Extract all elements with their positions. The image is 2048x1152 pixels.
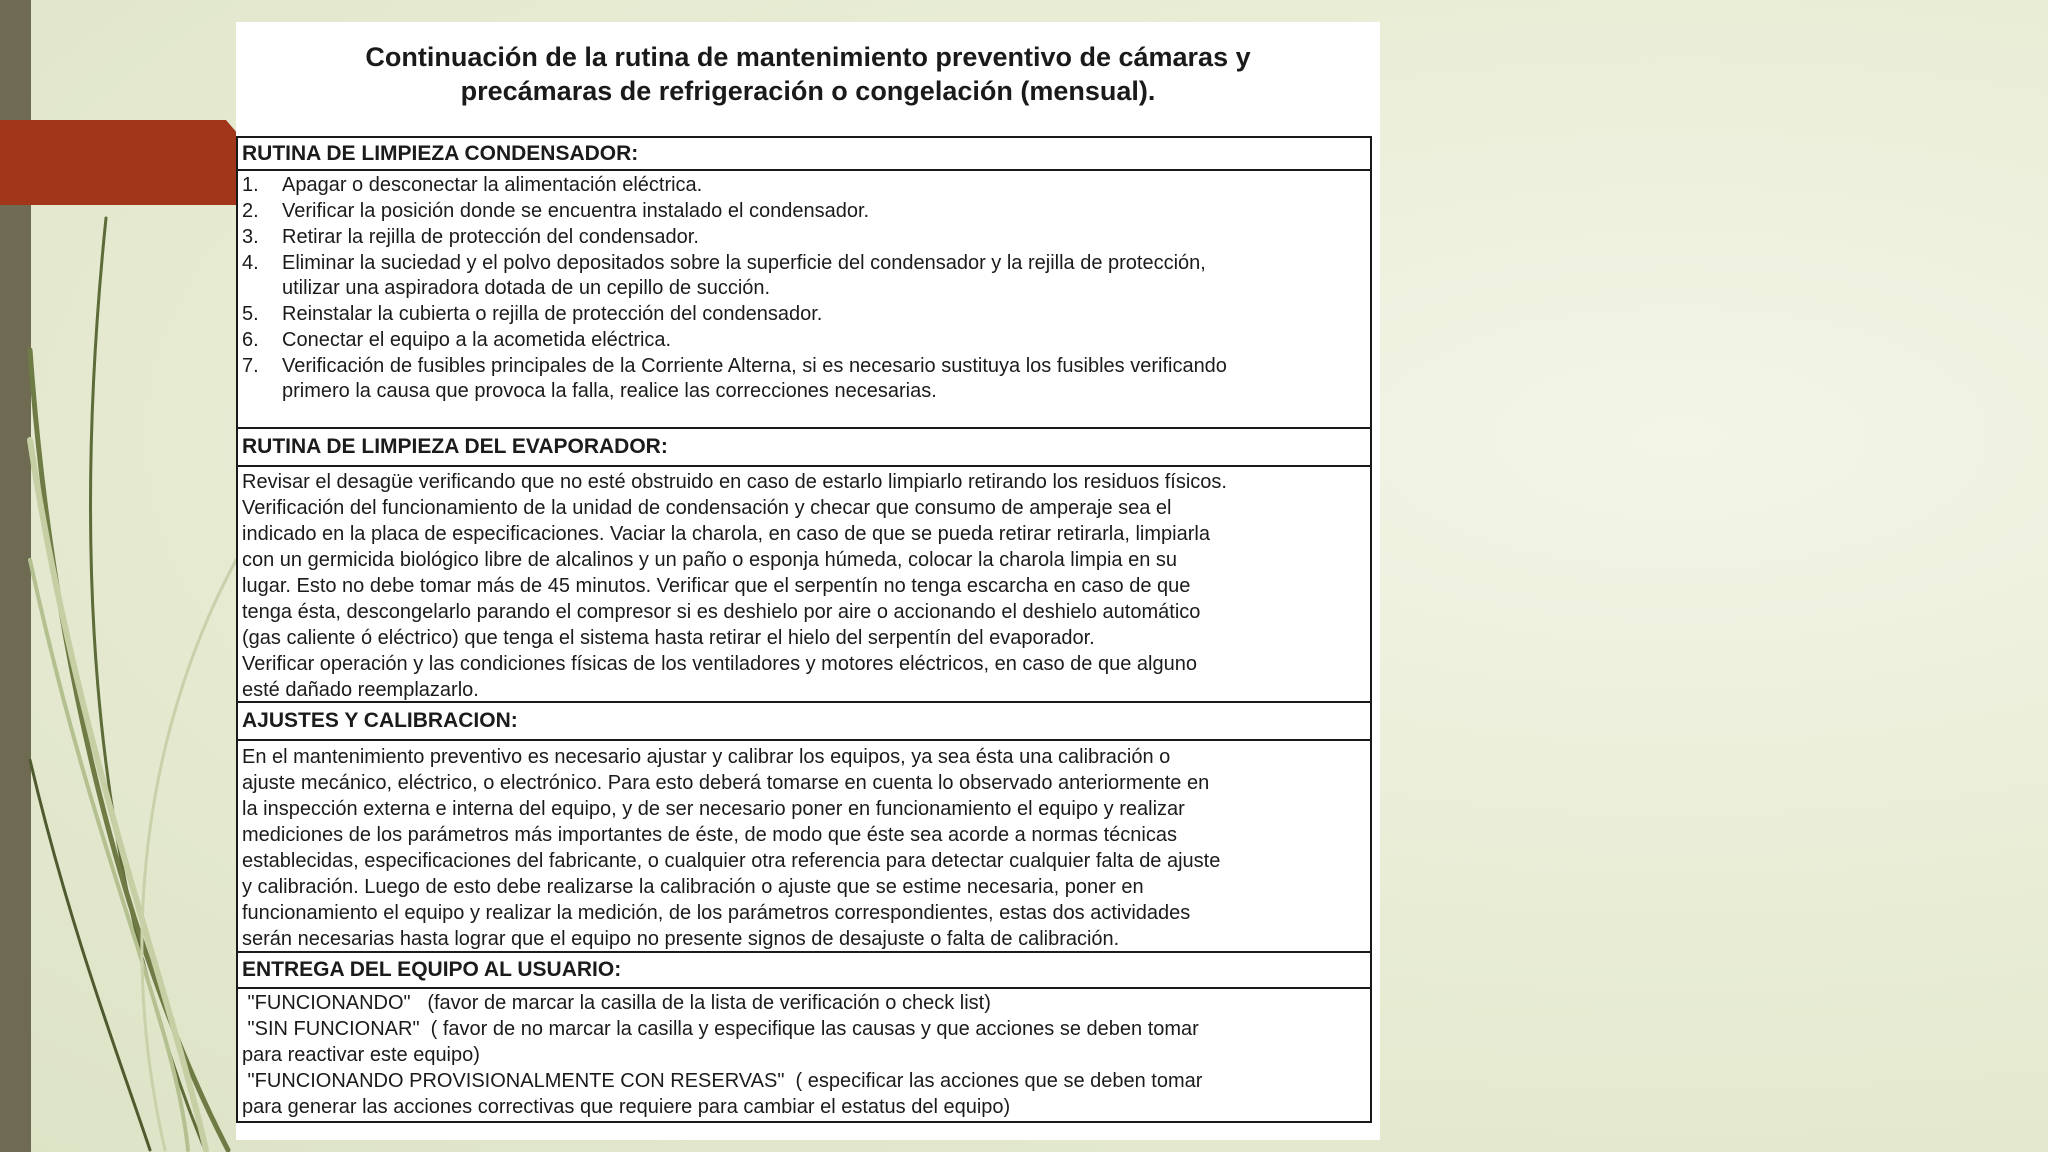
paragraph-line: (gas caliente ó eléctrico) que tenga el sistema hasta retirar el hielo del serpentín del evaporador.	[242, 627, 1095, 649]
paragraph-line: lugar. Esto no debe tomar más de 45 minutos. Verificar que el serpentín no tenga escarcha en caso de que	[242, 575, 1191, 597]
section-body-entrega	[238, 987, 1370, 1121]
list-item	[238, 250, 1370, 301]
paragraph-line: la inspección externa e interna del equipo, y de ser necesario poner en funcionamiento el equipo y realizar	[242, 798, 1185, 820]
paragraph-line: funcionamiento el equipo y realizar la medición, de los parámetros correspondientes, estas dos actividades	[242, 902, 1191, 924]
paragraph-line: serán necesarias hasta lograr que el equipo no presente signos de desajuste o falta de calibración.	[242, 928, 1120, 950]
paragraph-line: indicado en la placa de especificaciones. Vaciar la charola, en caso de que se pueda retirar retirarla, limpiarla	[242, 523, 1210, 545]
red-accent-tab	[0, 120, 238, 205]
status-option-sin-funcionar: "SIN FUNCIONAR" ( favor de no marcar la casilla y especifique las causas y que acciones se deben tomar	[242, 1018, 1199, 1040]
paragraph-line: para reactivar este equipo)	[242, 1044, 480, 1066]
title-line-2: precámaras de refrigeración o congelación (mensual).	[460, 76, 1156, 106]
paragraph-line: mediciones de los parámetros más importantes de éste, de modo que éste sea acorde a normas técnicas	[242, 824, 1177, 846]
item-text: Retirar la rejilla de protección del condensador.	[282, 226, 699, 248]
paragraph-line: tenga ésta, descongelarlo parando el compresor si es deshielo por aire o accionando el deshielo automático	[242, 601, 1201, 623]
section-body-condensador	[238, 169, 1370, 429]
paragraph-line: Verificación del funcionamiento de la unidad de condensación y checar que consumo de amperaje sea el	[242, 497, 1172, 519]
item-number: 7.	[242, 355, 259, 377]
item-number: 3.	[242, 226, 259, 248]
paragraph-line: En el mantenimiento preventivo es necesario ajustar y calibrar los equipos, ya sea ésta una calibración o	[242, 746, 1171, 768]
list-item	[238, 198, 1370, 224]
list-item	[238, 224, 1370, 250]
document-title	[236, 40, 1380, 108]
section-heading-entrega: ENTREGA DEL EQUIPO AL USUARIO:	[242, 958, 622, 981]
item-number: 2.	[242, 200, 259, 222]
section-body-ajustes	[238, 739, 1370, 953]
section-heading-ajustes: AJUSTES Y CALIBRACION:	[242, 709, 518, 732]
section-heading-condensador: RUTINA DE LIMPIEZA CONDENSADOR:	[242, 142, 639, 165]
item-text: Verificación de fusibles principales de la Corriente Alterna, si es necesario sustituya los fusibles verificando	[282, 355, 1227, 377]
paragraph-line: establecidas, especificaciones del fabricante, o cualquier otra referencia para detectar cualquier falta de ajuste	[242, 850, 1221, 872]
title-line-1: Continuación de la rutina de mantenimiento preventivo de cámaras y	[365, 42, 1251, 72]
item-number: 4.	[242, 252, 259, 274]
item-number: 5.	[242, 303, 259, 325]
item-text: Verificar la posición donde se encuentra instalado el condensador.	[282, 200, 870, 222]
item-text: Reinstalar la cubierta o rejilla de protección del condensador.	[282, 303, 823, 325]
list-item	[238, 172, 1370, 198]
item-text: utilizar una aspiradora dotada de un cepillo de succión.	[282, 277, 771, 299]
list-item	[238, 301, 1370, 327]
document-page	[236, 22, 1380, 1140]
paragraph-line: esté dañado reemplazarlo.	[242, 679, 479, 701]
list-item	[238, 353, 1370, 403]
status-option-provisional: "FUNCIONANDO PROVISIONALMENTE CON RESERVAS" ( especificar las acciones que se deben tomar	[242, 1070, 1203, 1092]
maintenance-table	[236, 136, 1372, 1123]
item-number: 1.	[242, 174, 259, 196]
item-text: Eliminar la suciedad y el polvo depositados sobre la superficie del condensador y la rejilla de protección,	[282, 252, 1206, 274]
paragraph-line: ajuste mecánico, eléctrico, o electrónico. Para esto deberá tomarse en cuenta lo observado anteriormente en	[242, 772, 1210, 794]
paragraph-line: Verificar operación y las condiciones físicas de los ventiladores y motores eléctricos, en caso de que alguno	[242, 653, 1197, 675]
paragraph-line: para generar las acciones correctivas que requiere para cambiar el estatus del equipo)	[242, 1096, 1011, 1118]
section-body-evaporador	[238, 465, 1370, 703]
section-heading-evaporador: RUTINA DE LIMPIEZA DEL EVAPORADOR:	[242, 435, 668, 458]
paragraph-line: y calibración. Luego de esto debe realizarse la calibración o ajuste que se estime necesaria, poner en	[242, 876, 1144, 898]
paragraph-line: con un germicida biológico libre de alcalinos y un paño o esponja húmeda, colocar la charola limpia en su	[242, 549, 1178, 571]
item-text: primero la causa que provoca la falla, realice las correcciones necesarias.	[282, 380, 937, 402]
paragraph-line: Revisar el desagüe verificando que no esté obstruido en caso de estarlo limpiarlo retirando los residuos físicos.	[242, 471, 1227, 493]
item-text: Conectar el equipo a la acometida eléctrica.	[282, 329, 672, 351]
list-item	[238, 327, 1370, 353]
item-text: Apagar o desconectar la alimentación eléctrica.	[282, 174, 703, 196]
status-option-funcionando: "FUNCIONANDO" (favor de marcar la casilla de la lista de verificación o check list)	[242, 992, 991, 1014]
item-number: 6.	[242, 329, 259, 351]
